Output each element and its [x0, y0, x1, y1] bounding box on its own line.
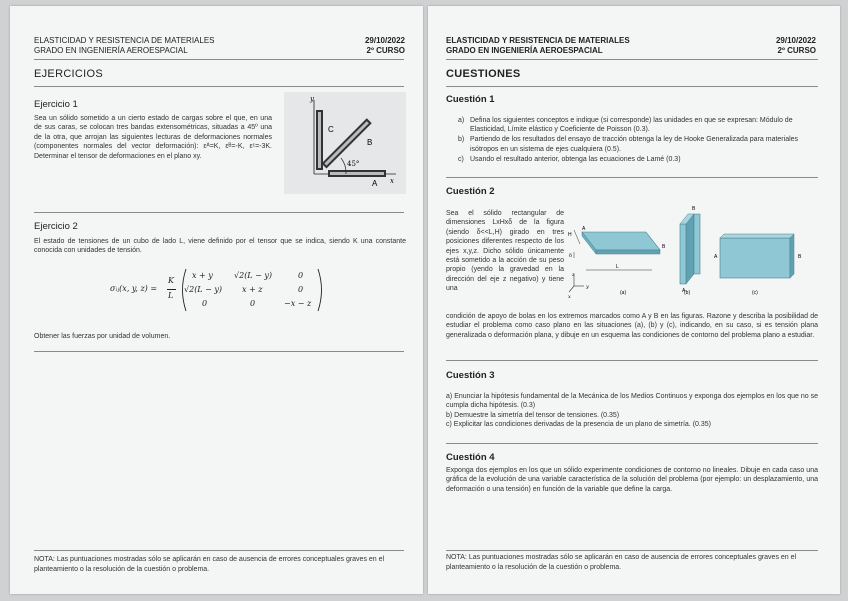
question-1-list — [458, 116, 816, 165]
q3-item-b: b) Demuestre la simetría del tensor de tensiones. (0.35) — [446, 411, 620, 419]
question-4-text: Exponga dos ejemplos en los que un sólido experimente condiciones de contorno no lineales. Dibuje en cada caso una gráfica de la evolución de una variable característica de la solución del problema (por ejemplo: un desplazamiento, una deformación o una tensión) en función de la variable que define la carga. — [446, 467, 818, 493]
question-3-items — [446, 392, 818, 430]
m13: 0 — [298, 271, 304, 280]
header-rule — [446, 59, 818, 60]
exercise-2-title: Ejercicio 2 — [34, 221, 78, 232]
caption-b: (b) — [684, 290, 691, 296]
m33: −x − z — [284, 299, 312, 308]
question-2-title: Cuestión 2 — [446, 186, 495, 197]
q3-item-a: a) Enunciar la hipótesis fundamental de la Mecánica de los Medios Continuos y exponga dos ejemplos en los que no se cumpla dicha hipótesis. (0.3) — [446, 393, 818, 410]
plate-a — [569, 230, 660, 292]
question-4-title: Cuestión 4 — [446, 452, 495, 463]
x-axis-label: x — [390, 177, 394, 185]
header-right — [776, 36, 816, 56]
exercise-1-text: Sea un sólido sometido a un cierto estado de cargas sobre el que, en una de sus caras, se colocan tres bandas extensométricas, situadas a 45º una de la otra, que arrojan las siguientes lecturas de deformaciones normales (componentes normales del vector deformación): εᴬ=K, εᴮ=-K, εᶜ=-3K. Determinar el tensor de deformaciones en el plano xy. — [34, 115, 272, 160]
m21: √2(L − y) — [184, 285, 223, 294]
exercise-2-question: Obtener las fuerzas por unidad de volumen. — [34, 333, 171, 340]
header-degree: GRADO EN INGENIERÍA AEROESPACIAL — [34, 46, 188, 55]
m31: 0 — [202, 299, 208, 308]
plate-figure — [568, 196, 820, 302]
label-a-plate-c: A — [714, 254, 718, 260]
y-axis-label: y — [310, 95, 314, 103]
header-right — [365, 36, 405, 56]
formula-l: L — [168, 291, 174, 300]
angle-label: 45° — [347, 160, 360, 168]
header-subject: ELASTICIDAD Y RESISTENCIA DE MATERIALES — [446, 36, 630, 45]
stress-tensor-formula — [110, 268, 350, 312]
question-3-title: Cuestión 3 — [446, 370, 495, 381]
exercise-1-rule — [34, 212, 404, 213]
label-b-plate-c: B — [798, 254, 802, 260]
m22: x + z — [242, 285, 263, 294]
label-b-plate-a: B — [662, 244, 666, 250]
formula-k: K — [168, 276, 174, 285]
gauge-a-label: A — [372, 179, 378, 188]
header-rule — [34, 59, 404, 60]
axis-z: z — [572, 272, 575, 278]
right-paren — [316, 268, 326, 312]
header-subject: ELASTICIDAD Y RESISTENCIA DE MATERIALES — [34, 36, 215, 45]
left-page — [10, 6, 423, 594]
label-delta: δ — [569, 253, 573, 259]
header-date: 29/10/2022 — [775, 36, 816, 45]
right-page — [428, 6, 840, 594]
section-rule — [34, 86, 404, 87]
question-1-rule — [446, 177, 818, 178]
exercise-2-text: El estado de tensiones de un cubo de lado L, viene definido por el tensor que se indica, siendo K una constante conocida con unidades de tensión. — [34, 238, 406, 255]
question-1-title: Cuestión 1 — [446, 94, 495, 105]
label-b-plate-b: B — [692, 206, 696, 212]
label-l: L — [616, 264, 619, 270]
question-2-text-full: condición de apoyo de bolas en los extremos marcados como A y B en las figuras. Razone y describa la posibilidad de estudiar el problema como caso plano en las situaciones (a), (b) y (c), indicando, en su caso, si es tensión plana generalizada o deformación plana, y dibuje en un esquema las condiciones de contorno del problema plano a estudiar. — [446, 313, 818, 339]
label-h: H — [568, 232, 572, 238]
label-a-plate-a: A — [582, 226, 586, 232]
strain-gauge-figure — [284, 92, 406, 194]
formula-lhs: σᵢⱼ(x, y, z) = — [110, 284, 158, 293]
axis-y: y — [586, 284, 589, 290]
question-3-rule — [446, 443, 818, 444]
section-title: EJERCICIOS — [34, 68, 104, 80]
m11: x + y — [192, 271, 213, 280]
header-date: 29/10/2022 — [364, 36, 405, 45]
note-rule — [34, 550, 404, 551]
exercise-2-rule — [34, 351, 404, 352]
q1-item-c: c) Usando el resultado anterior, obtenga las ecuaciones de Lamé (0.3) — [458, 155, 681, 163]
question-2-rule — [446, 360, 818, 361]
footer-note: NOTA: Las puntuaciones mostradas sólo se aplicarán en caso de ausencia de errores conceptuales graves en el planteamiento o la resolución de la cuestión o problema. — [34, 556, 385, 573]
footer-note: NOTA: Las puntuaciones mostradas sólo se aplicarán en caso de ausencia de errores conceptuales graves en el planteamiento o la resolución de la cuestión o problema. — [446, 554, 797, 571]
header-left — [34, 36, 215, 56]
m23: 0 — [298, 285, 304, 294]
plate-b — [680, 214, 700, 284]
header-course: 2º CURSO — [366, 46, 405, 55]
caption-c: (c) — [752, 290, 758, 296]
label-a-plate-b: A — [682, 288, 686, 294]
m12: √2(L − y) — [234, 271, 273, 280]
caption-a: (a) — [620, 290, 627, 296]
exercise-1-title: Ejercicio 1 — [34, 99, 78, 110]
question-2-text-side: Sea el sólido rectangular de dimensiones LxHxδ de la figura (siendo δ<<L,H) girado en tres posiciones diferentes respecto de los ejes x,y,z. Dicho sólido únicamente está sometido a la acción de su peso propio (yendo la gravedad en la dirección del eje z negativo) y tiene una — [446, 210, 564, 293]
q1-item-a: a) Defina los siguientes conceptos e indique (si corresponde) las unidades en que se expresan: Módulo de Elasticidad, Límite elástico y Coeficiente de Poisson (0.3). — [458, 117, 793, 134]
header-course: 2º CURSO — [777, 46, 816, 55]
plate-c — [720, 234, 794, 278]
header-degree: GRADO EN INGENIERÍA AEROESPACIAL — [446, 46, 603, 55]
header-left — [446, 36, 630, 56]
q1-item-b: b) Partiendo de los resultados del ensayo de tracción obtenga la ley de Hooke Generalizada para materiales isótropos en un sistema de ejes cualquiera (0.5). — [458, 136, 799, 153]
gauge-c-label: C — [328, 125, 334, 134]
note-rule — [446, 550, 818, 551]
q3-item-c: c) Explicitar las condiciones derivadas de la presencia de un plano de simetría. (0.35) — [446, 421, 711, 429]
gauge-b-label: B — [367, 138, 373, 147]
section-title: CUESTIONES — [446, 68, 521, 80]
m32: 0 — [250, 299, 256, 308]
axis-x: x — [568, 294, 571, 300]
section-rule — [446, 86, 818, 87]
strain-gauge-diagram — [284, 92, 406, 194]
